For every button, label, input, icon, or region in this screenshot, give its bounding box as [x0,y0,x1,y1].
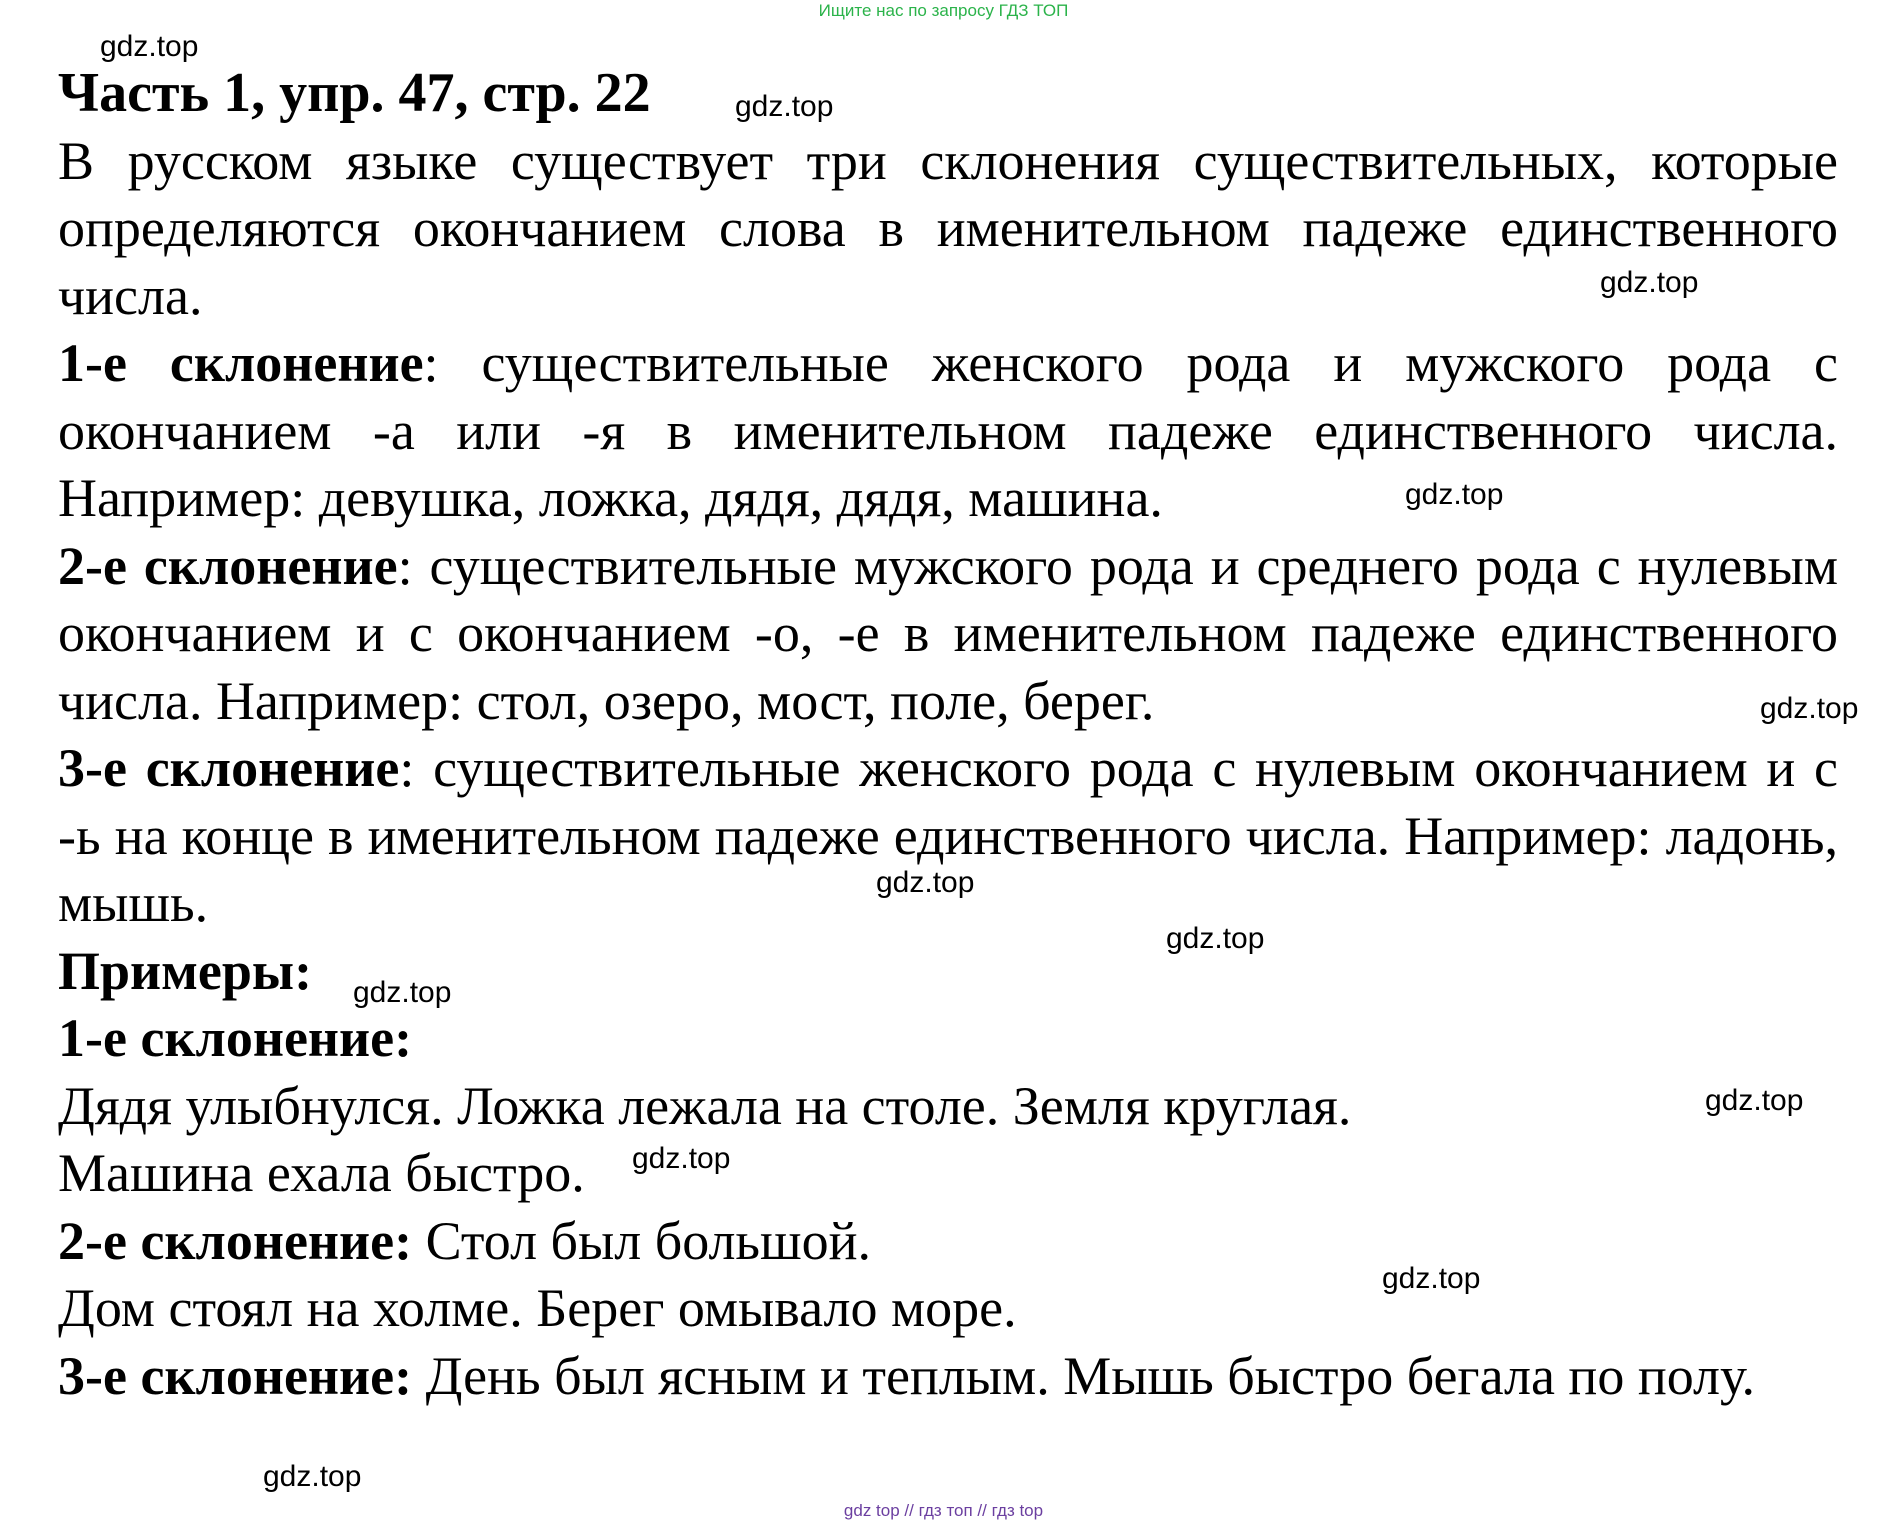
watermark: gdz.top [1760,692,1859,725]
example-3-text: День был ясным и теплым. Мышь быстро бегала по полу. [412,1345,1756,1406]
watermark: gdz.top [100,30,199,63]
watermark: gdz.top [1600,266,1699,299]
example-2-line-1: Стол был большой. [412,1210,872,1271]
examples-heading: Примеры: [58,940,313,1001]
example-3-paragraph [58,1343,1838,1411]
declension-3-paragraph [58,735,1838,938]
bottom-banner: gdz top // гдз топ // гдз top [843,1501,1044,1520]
watermark: gdz.top [1705,1084,1804,1117]
watermark: gdz.top [1382,1262,1481,1295]
watermark: gdz.top [876,866,975,899]
declension-2-label: 2-е склонение [58,535,398,596]
declension-2-text: : существительные мужского рода и среднего рода с нулевым окончанием и с окончанием -о, -е в именительном падеже единственного числа. Например: стол, озеро, мост, поле, берег. [58,535,1839,731]
declension-3-label: 3-е склонение [58,738,400,798]
watermark: gdz.top [1166,922,1265,955]
declension-1-label: 1-е склонение [58,333,424,393]
example-1-line-1: Дядя улыбнулся. Ложка лежала на столе. Земля круглая. [58,1075,1352,1136]
example-2-line-2: Дом стоял на холме. Берег омывало море. [58,1278,1017,1338]
example-3-label: 3-е склонение: [58,1345,413,1406]
declension-1-text: : существительные женского рода и мужского рода с окончанием -а или -я в именительном падеже единственного числа. Например: девушка, ложка, дядя, дядя, машина. [58,333,1838,528]
page-title: Часть 1, упр. 47, стр. 22 [58,62,651,124]
top-banner: Ищите нас по запросу ГДЗ ТОП [818,1,1069,20]
watermark: gdz.top [1405,478,1504,511]
watermark: gdz.top [353,976,452,1009]
example-2-label: 2-е склонение: [58,1210,413,1271]
watermark: gdz.top [735,90,834,123]
example-1-label: 1-е склонение: [58,1008,413,1068]
watermark: gdz.top [263,1460,362,1493]
declension-1-paragraph [58,330,1838,533]
watermark: gdz.top [632,1142,731,1175]
example-1-line-2: Машина ехала быстро. [58,1143,585,1203]
intro-paragraph: В русском языке существует три склонения существительных, которые определяются окончанием слова в именительном падеже единственного числа. [58,130,1838,326]
declension-2-paragraph [58,533,1838,736]
declension-3-text: : существительные женского рода с нулевым окончанием и с -ь на конце в именительном падеже единственного числа. Например: ладонь, мышь. [58,738,1839,933]
example-2-paragraph [58,1208,1838,1276]
document-body [58,60,1838,1410]
